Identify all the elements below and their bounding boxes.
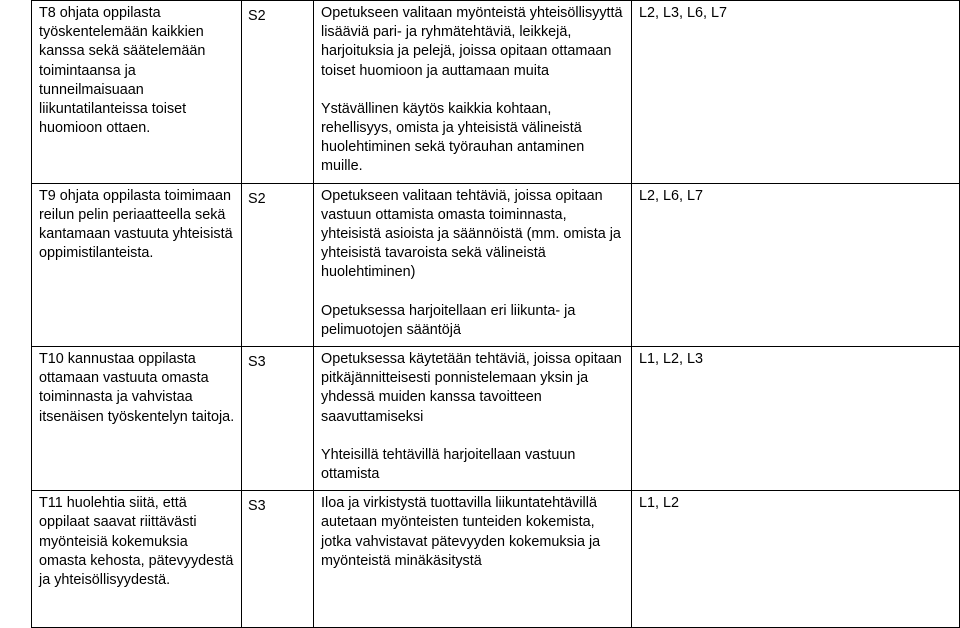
goal-cell [32,347,242,491]
goal-text: T11 huolehtia siitä, että oppilaat saavat riittävästi myönteisiä kokemuksia omasta kehosta, pätevyydestä ja yhteisöllisyydestä. [39,495,234,589]
content-cell [314,183,632,346]
content-paragraph: Ystävällinen käytös kaikkia kohtaan, rehellisyys, omista ja yhteisistä välineistä huolehtiminen sekä työrauhan antaminen muille. [321,100,585,175]
table-row [32,1,960,184]
goal-cell [32,1,242,184]
competence-codes: L1, L2, L3 [639,351,704,368]
goal-text: T10 kannustaa oppilasta ottamaan vastuuta omasta toiminnasta ja vahvistaa itsenäisen työskentelyn taitoja. [39,351,235,425]
goal-cell [32,491,242,628]
competence-cell [632,183,960,346]
content-cell [314,347,632,491]
area-cell [242,491,314,628]
goal-cell [32,183,242,346]
content-paragraph: Iloa ja virkistystä tuottavilla liikuntatehtävillä autetaan myönteisten tunteiden kokemista, jotka vahvistavat pätevyyden kokemuksia ja myönteistä minäkäsitystä [321,495,601,569]
table-row [32,183,960,346]
competence-codes: L2, L6, L7 [639,187,704,204]
area-code: S2 [248,190,266,207]
content-cell [314,1,632,184]
goal-text: T9 ohjata oppilasta toimimaan reilun pelin periaatteella sekä kantamaan vastuuta yhteisistä oppimistilanteista. [39,187,233,262]
content-paragraph: Opetuksessa harjoitellaan eri liikunta- ja pelimuotojen sääntöjä [321,302,576,338]
competence-cell [632,491,960,628]
curriculum-table [31,0,960,628]
table-row [32,347,960,491]
competence-codes: L1, L2 [639,495,680,512]
content-cell [314,491,632,628]
competence-cell [632,1,960,184]
area-code: S2 [248,8,266,24]
content-paragraph: Yhteisillä tehtävillä harjoitellaan vastuun ottamista [321,446,576,483]
content-paragraph: Opetuksessa käytetään tehtäviä, joissa opitaan pitkäjännitteisesti ponnistelemaan yksin ja yhdessä muiden kanssa tavoitteen saavuttamiseksi [321,351,622,425]
goal-text: T8 ohjata oppilasta työskentelemään kaikkien kanssa sekä säätelemään toimintaansa ja tunneilmaisuaan liikuntatilanteissa toiset huomioon ottaen. [39,5,206,137]
area-cell [242,183,314,346]
content-paragraph: Opetukseen valitaan tehtäviä, joissa opitaan vastuun ottamista omasta toiminnasta, yhteisistä asioista ja säännöistä (mm. omista ja yhteisistä tavaroista sekä välineistä huolehtiminen) [321,187,621,281]
competence-codes: L2, L3, L6, L7 [639,5,728,21]
area-code: S3 [248,498,266,515]
area-code: S3 [248,354,266,371]
area-cell [242,1,314,184]
area-cell [242,347,314,491]
content-paragraph: Opetukseen valitaan myönteistä yhteisöllisyyttä lisääviä pari- ja ryhmätehtäviä, leikkejä, harjoituksia ja pelejä, joissa opitaan ottamaan toiset huomioon ja auttamaan muita [321,5,623,79]
table-row [32,491,960,628]
competence-cell [632,347,960,491]
